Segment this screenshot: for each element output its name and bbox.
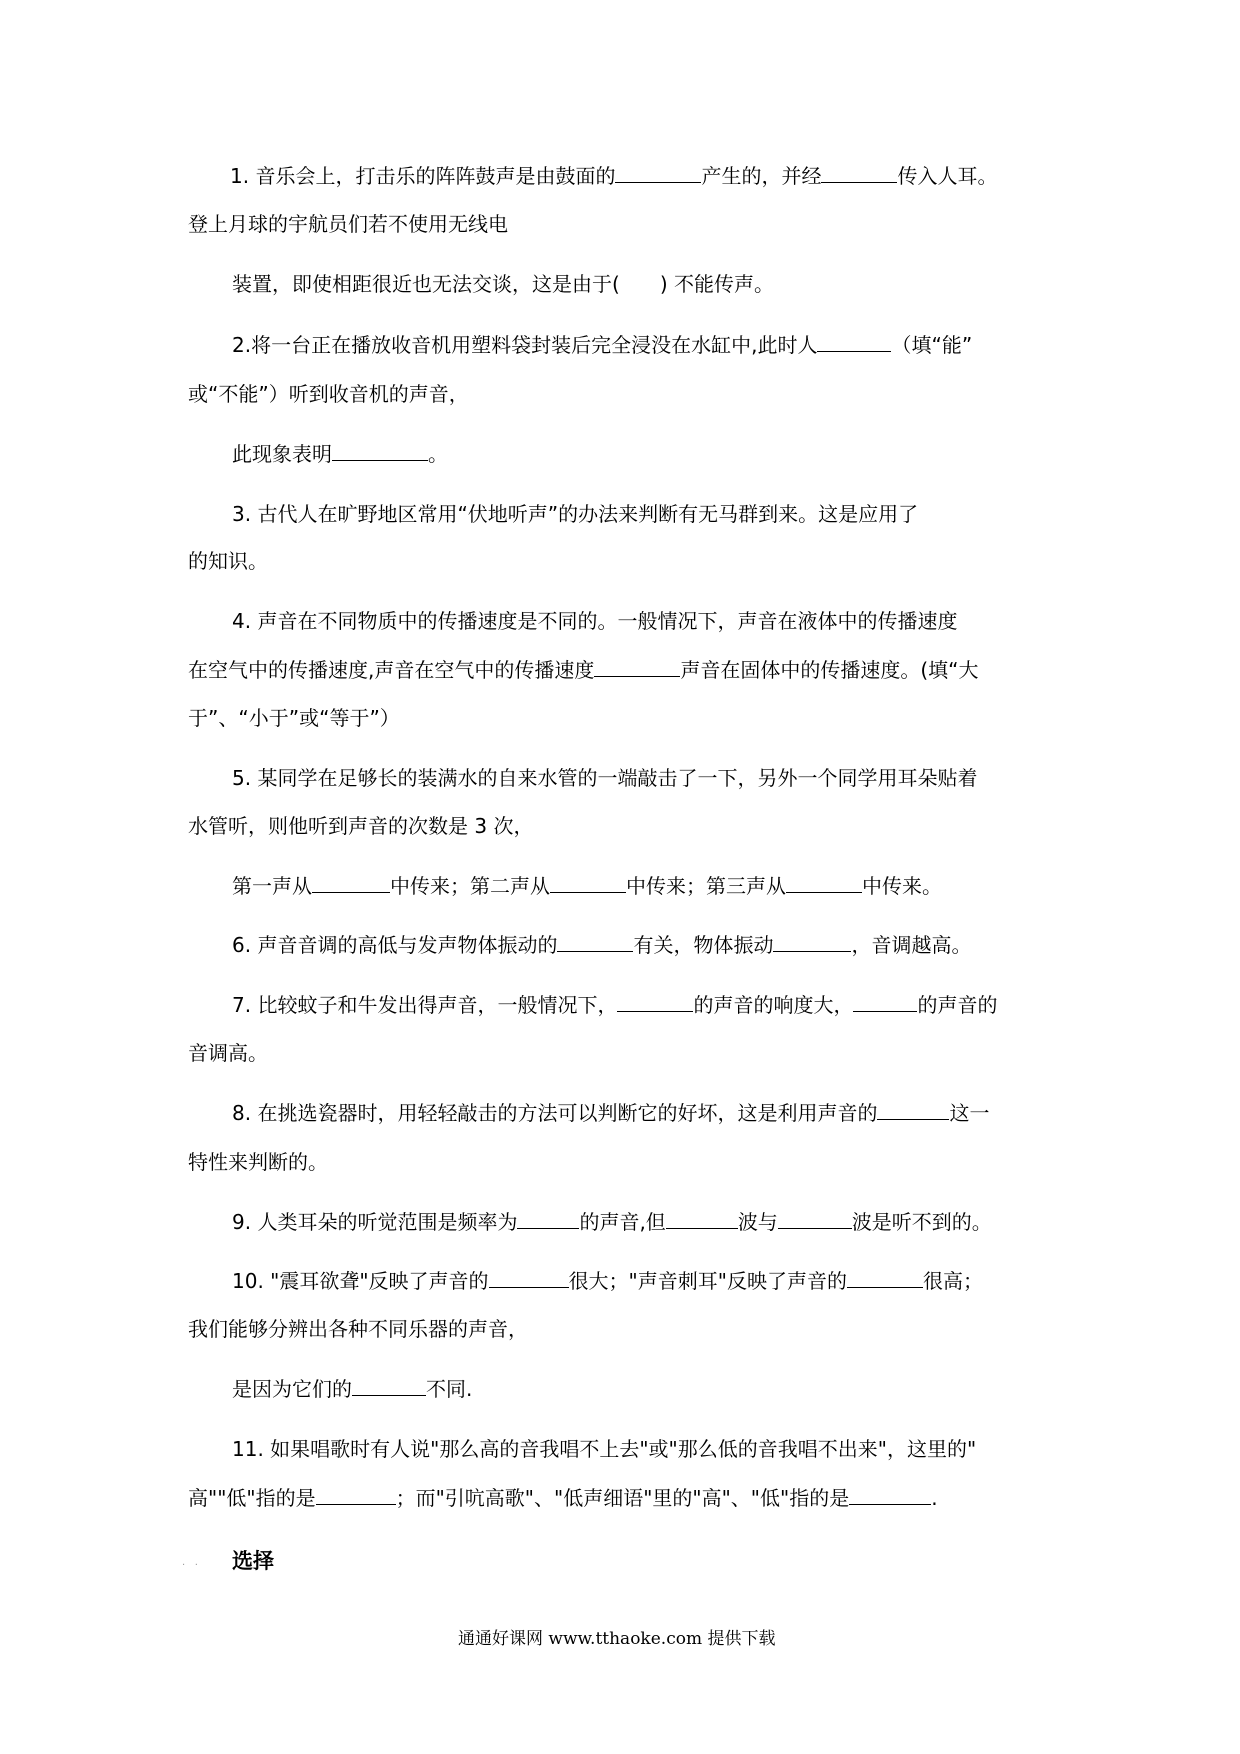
answer-blank[interactable] [666, 1209, 738, 1229]
answer-blank[interactable] [312, 873, 390, 893]
answer-blank[interactable] [352, 1376, 426, 1396]
text: 传入人耳。 [897, 164, 998, 188]
question-10-line-3 [232, 1376, 472, 1402]
text: 音调高。 [188, 1041, 268, 1065]
text: 中传来；第三声从 [626, 874, 786, 898]
question-1-line-3 [232, 271, 774, 297]
text: 的知识。 [188, 549, 268, 573]
text: 的声音的 [917, 993, 998, 1017]
question-11-line-2 [188, 1485, 938, 1511]
question-4-line-3 [188, 705, 400, 731]
answer-blank[interactable] [550, 873, 626, 893]
answer-blank[interactable] [786, 873, 862, 893]
text: （填“能” [891, 333, 973, 357]
text: 9. 人类耳朵的听觉范围是频率为 [232, 1210, 518, 1234]
question-10-line-1 [232, 1268, 983, 1294]
text: 很高； [922, 1269, 983, 1293]
question-3-line-1 [232, 501, 918, 527]
answer-blank[interactable] [821, 163, 897, 183]
text: 。 [428, 442, 448, 466]
text: . [931, 1486, 938, 1510]
question-5-line-2 [188, 813, 533, 839]
question-8-line-2 [188, 1149, 328, 1175]
question-6-line-1 [232, 932, 971, 958]
question-4-line-1 [232, 608, 957, 634]
question-10-line-2 [188, 1316, 528, 1342]
section-heading: 选择 [232, 1549, 274, 1573]
question-3-line-2 [188, 548, 268, 574]
text: 8. 在挑选瓷器时，用轻轻敲击的方法可以判断它的好坏，这是利用声音的 [232, 1101, 878, 1125]
text: 水管听，则他听到声音的次数是 3 次， [188, 814, 534, 838]
text: 10. "震耳欲聋"反映了声音的 [232, 1269, 489, 1293]
text: 1. 音乐会上，打击乐的阵阵鼓声是由鼓面的 [230, 164, 616, 188]
answer-blank[interactable] [615, 163, 701, 183]
text: 中传来。 [862, 874, 942, 898]
text: 的声音,但 [579, 1210, 666, 1234]
answer-blank[interactable] [617, 992, 693, 1012]
text: 或“不能”）听到收音机的声音， [188, 382, 469, 406]
text: 声音在固体中的传播速度。(填“大 [680, 658, 979, 682]
question-4-line-2 [188, 657, 979, 683]
question-7-line-2 [188, 1040, 268, 1066]
text: 我们能够分辨出各种不同乐器的声音， [188, 1317, 528, 1341]
decorative-dots: · · [182, 1560, 198, 1571]
text: 是因为它们的 [232, 1377, 352, 1401]
text: 中传来；第二声从 [390, 874, 550, 898]
question-1-line-1 [230, 163, 997, 189]
text: 装置，即使相距很近也无法交谈，这是由于( [232, 272, 620, 296]
answer-blank[interactable] [847, 1268, 923, 1288]
text: 第一声从 [232, 874, 312, 898]
text: 产生的，并经 [701, 164, 822, 188]
question-2-line-3 [232, 441, 448, 467]
text: 波与 [737, 1210, 778, 1234]
answer-blank[interactable] [853, 992, 917, 1012]
text: 6. 声音音调的高低与发声物体振动的 [232, 933, 558, 957]
text: 5. 某同学在足够长的装满水的自来水管的一端敲击了一下，另外一个同学用耳朵贴着 [232, 766, 978, 790]
answer-blank[interactable] [773, 932, 851, 952]
text: 11. 如果唱歌时有人说"那么高的音我唱不上去"或"那么低的音我唱不出来"，这里的" [232, 1437, 977, 1461]
text: 在空气中的传播速度,声音在空气中的传播速度 [188, 658, 595, 682]
answer-blank[interactable] [778, 1209, 852, 1229]
question-2-line-2 [188, 381, 469, 407]
question-11-line-1 [232, 1436, 976, 1462]
text: 的声音的响度大， [693, 993, 854, 1017]
text: 不同. [426, 1377, 473, 1401]
answer-blank[interactable] [849, 1485, 931, 1505]
text: 此现象表明 [232, 442, 332, 466]
text: 有关，物体振动 [633, 933, 774, 957]
answer-blank[interactable] [594, 657, 680, 677]
question-1-line-2 [188, 211, 508, 237]
text: 2.将一台正在播放收音机用塑料袋封装后完全浸没在水缸中,此时人 [232, 333, 818, 357]
answer-blank[interactable] [332, 441, 428, 461]
text: ，音调越高。 [851, 933, 972, 957]
text: 波是听不到的。 [851, 1210, 992, 1234]
question-7-line-1 [232, 992, 997, 1018]
answer-blank[interactable] [877, 1100, 949, 1120]
text: 高""低"指的是 [188, 1486, 316, 1510]
page-footer: 通通好课网 www.tthaoke.com 提供下载 [458, 1629, 776, 1649]
answer-blank[interactable] [489, 1268, 569, 1288]
answer-blank[interactable] [557, 932, 633, 952]
text: 登上月球的宇航员们若不使用无线电 [188, 212, 508, 236]
answer-blank[interactable] [316, 1485, 396, 1505]
text: ) 不能传声。 [659, 272, 774, 296]
text: 特性来判断的。 [188, 1150, 328, 1174]
answer-blank[interactable] [517, 1209, 579, 1229]
answer-blank[interactable] [817, 332, 891, 352]
question-9-line-1 [232, 1209, 992, 1235]
text: 3. 古代人在旷野地区常用“伏地听声”的办法来判断有无马群到来。这是应用了 [232, 502, 919, 526]
question-5-line-3 [232, 873, 942, 899]
question-8-line-1 [232, 1100, 989, 1126]
question-2-line-1 [232, 332, 972, 358]
text: ；而"引吭高歌"、"低声细语"里的"高"、"低"指的是 [395, 1486, 850, 1510]
text: 4. 声音在不同物质中的传播速度是不同的。一般情况下，声音在液体中的传播速度 [232, 609, 958, 633]
text: 于”、“小于”或“等于”） [188, 706, 400, 730]
question-5-line-1 [232, 765, 977, 791]
text: 这一 [949, 1101, 990, 1125]
text: 7. 比较蚊子和牛发出得声音，一般情况下， [232, 993, 618, 1017]
text: 很大；"声音刺耳"反映了声音的 [568, 1269, 847, 1293]
